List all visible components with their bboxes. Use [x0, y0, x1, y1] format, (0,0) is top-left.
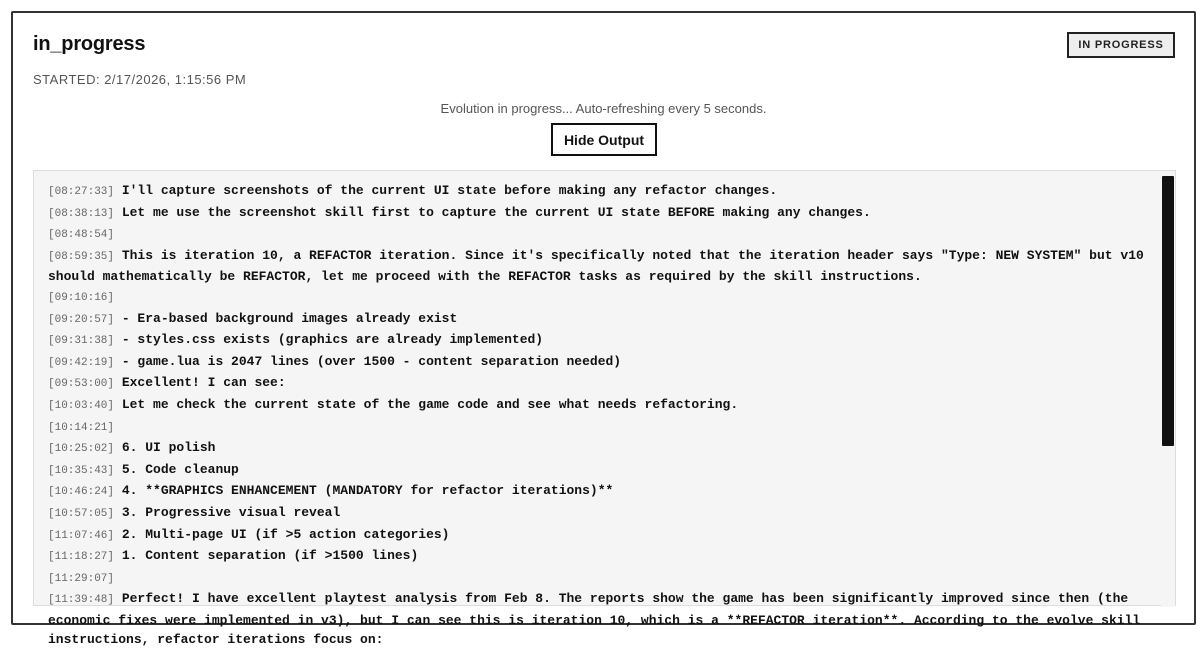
log-line [48, 481, 1153, 503]
log-scrollbar[interactable] [1161, 171, 1175, 607]
log-line [48, 417, 1153, 439]
log-line [48, 438, 1153, 460]
log-timestamp: [08:48:54] [48, 229, 115, 242]
log-timestamp: [11:07:46] [48, 529, 115, 542]
hide-output-button[interactable]: Hide Output [551, 123, 657, 156]
started-timestamp: STARTED: 2/17/2026, 1:15:56 PM [33, 72, 247, 87]
log-timestamp: [10:14:21] [48, 421, 115, 434]
log-message: Perfect! I have excellent playtest analysis from Feb 8. The reports show the game has been significantly improved since then (the economic fixes were implemented in v3), but I can see this is iteration 10, which is a **REFACTOR iteration**. According to the evolve skill instructions, refactor iterations focus on: [48, 591, 1148, 648]
log-timestamp: [09:42:19] [48, 356, 115, 369]
log-line [48, 224, 1153, 246]
log-message: 6. UI polish [121, 440, 216, 456]
log-timestamp: [10:35:43] [48, 464, 115, 477]
log-message: 3. Progressive visual reveal [121, 504, 341, 520]
log-timestamp: [08:59:35] [48, 250, 115, 263]
log-timestamp: [10:25:02] [48, 443, 115, 456]
log-message: Let me check the current state of the game code and see what needs refactoring. [121, 396, 739, 412]
status-badge: IN PROGRESS [1067, 32, 1175, 58]
log-message: 4. **GRAPHICS ENHANCEMENT (MANDATORY for refactor iterations)** [121, 483, 614, 499]
log-timestamp: [11:39:48] [48, 594, 115, 607]
log-scrollbar-thumb[interactable] [1162, 176, 1174, 446]
log-line [48, 503, 1153, 525]
log-message: - game.lua is 2047 lines (over 1500 - content separation needed) [121, 353, 622, 369]
log-line [48, 546, 1153, 568]
log-line [48, 525, 1153, 547]
log-line [48, 352, 1153, 374]
log-timestamp: [10:46:24] [48, 486, 115, 499]
log-timestamp: [09:31:38] [48, 335, 115, 348]
log-line [48, 287, 1153, 309]
log-message: Let me use the screenshot skill first to capture the current UI state BEFORE making any changes. [121, 204, 871, 220]
log-timestamp: [09:10:16] [48, 291, 115, 304]
log-message: 1. Content separation (if >1500 lines) [121, 548, 419, 564]
log-line [48, 395, 1153, 417]
evolution-card [11, 11, 1196, 648]
log-message: This is iteration 10, a REFACTOR iteration. Since it's specifically noted that the iteration header says "Type: NEW SYSTEM" but v10 should mathematically be REFACTOR, let me proceed with the REFACTOR tasks as required by the skill instructions. [48, 247, 1152, 285]
log-timestamp: [08:38:13] [48, 207, 115, 220]
log-line [48, 309, 1153, 331]
log-message: - styles.css exists (graphics are already implemented) [121, 332, 544, 348]
log-timestamp: [10:03:40] [48, 399, 115, 412]
log-timestamp: [09:53:00] [48, 378, 115, 391]
log-line [48, 373, 1153, 395]
log-timestamp: [11:29:07] [48, 572, 115, 585]
output-log [48, 181, 1153, 650]
log-timestamp: [11:18:27] [48, 551, 115, 564]
log-line [48, 330, 1153, 352]
log-message: - Era-based background images already exist [121, 310, 458, 326]
log-line [48, 460, 1153, 482]
log-timestamp: [09:20:57] [48, 313, 115, 326]
log-message: I'll capture screenshots of the current UI state before making any refactor changes. [121, 183, 778, 198]
log-line [48, 203, 1153, 225]
page-title: in_progress [33, 33, 146, 55]
log-message: Excellent! I can see: [121, 375, 286, 391]
progress-message: Evolution in progress... Auto-refreshing every 5 seconds. [440, 101, 767, 116]
log-message: 2. Multi-page UI (if >5 action categories) [121, 526, 450, 542]
log-line [48, 568, 1153, 590]
output-log-panel[interactable] [33, 170, 1176, 648]
log-timestamp: [08:27:33] [48, 186, 115, 198]
log-message: 5. Code cleanup [121, 461, 239, 477]
log-line [48, 181, 1153, 203]
log-timestamp: [10:57:05] [48, 507, 115, 520]
log-line [48, 246, 1153, 287]
log-line [48, 589, 1153, 650]
